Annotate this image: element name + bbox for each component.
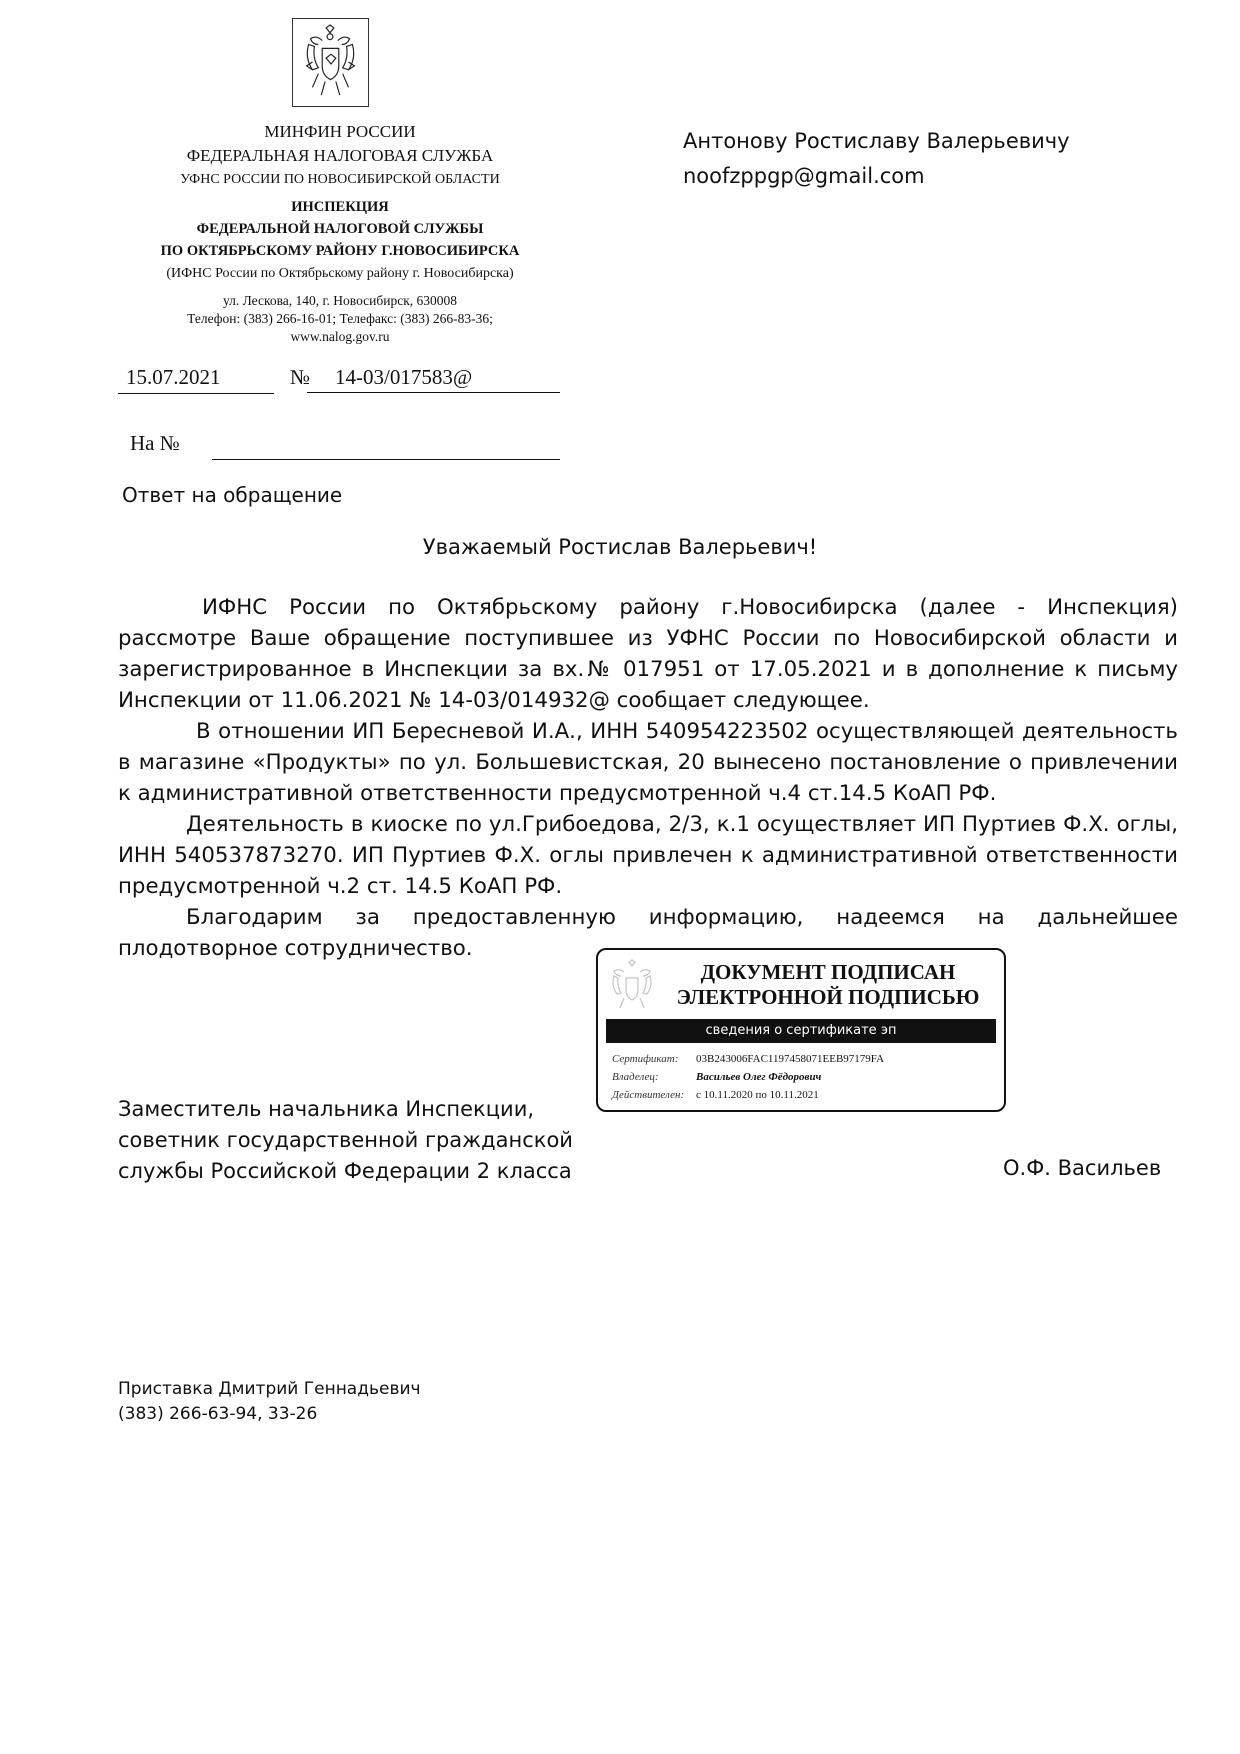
inspection-title-3: ПО ОКТЯБРЬСКОМУ РАЙОНУ Г.НОВОСИБИРСКА <box>160 243 520 259</box>
recipient-block <box>683 124 1070 194</box>
stamp-title-line-1: ДОКУМЕНТ ПОДПИСАН <box>700 960 956 984</box>
stamp-emblem-icon <box>606 958 658 1016</box>
inspection-short-name: (ИФНС России по Октябрьскому району г. Новосибирска) <box>166 266 514 281</box>
registration-date: 15.07.2021 <box>118 365 274 394</box>
stamp-certificate-label: Сертификат: <box>612 1053 679 1065</box>
inspection-title-1: ИНСПЕКЦИЯ <box>291 199 389 215</box>
greeting: Уважаемый Ростислав Валерьевич! <box>422 535 818 559</box>
stamp-certificate-value: 03B243006FAC1197458071EEB97179FA <box>696 1053 885 1065</box>
stamp-owner-row <box>612 1071 821 1083</box>
signatory-position <box>118 1094 573 1187</box>
stamp-certificate-bar: сведения о сертификате эп <box>606 1019 996 1043</box>
electronic-signature-stamp <box>596 948 1006 1112</box>
number-sign: № <box>290 365 311 389</box>
stamp-certificate-row <box>612 1053 884 1065</box>
registration-number: 14-03/017583@ <box>307 365 560 393</box>
body-paragraph-3: Деятельность в киоске по ул.Грибоедова, 2/3, к.1 осуществляет ИП Пуртиев Ф.Х. оглы, ИНН 540537873270. ИП Пуртиев Ф.Х. оглы привлечен к административной ответственности предусмотренной ч.2 ст. 14.5 КоАП РФ. <box>118 812 1178 899</box>
stamp-owner-label: Владелец: <box>612 1071 659 1083</box>
position-line-2: советник государственной гражданской <box>118 1128 573 1152</box>
position-line-3: службы Российской Федерации 2 класса <box>118 1159 572 1183</box>
recipient-email: noofzppgp@gmail.com <box>683 164 925 188</box>
stamp-validity-value: с 10.11.2020 по 10.11.2021 <box>696 1089 819 1101</box>
executor-block <box>118 1377 421 1427</box>
inspection-title-2: ФЕДЕРАЛЬНОЙ НАЛОГОВОЙ СЛУЖБЫ <box>196 221 484 237</box>
inspection-website: www.nalog.gov.ru <box>290 329 390 344</box>
recipient-name: Антонову Ростиславу Валерьевичу <box>683 129 1070 153</box>
subject-line: Ответ на обращение <box>122 483 343 507</box>
ministry-name: МИНФИН РОССИИ <box>264 122 416 141</box>
inspection-phone: Телефон: (383) 266-16-01; Телефакс: (383) 266-83-36; <box>187 311 493 326</box>
stamp-validity-label: Действителен: <box>612 1089 685 1101</box>
executor-name: Приставка Дмитрий Геннадьевич <box>118 1379 421 1399</box>
executor-phone: (383) 266-63-94, 33-26 <box>118 1404 318 1424</box>
signatory-name: О.Ф. Васильев <box>1003 1156 1162 1180</box>
service-name: ФЕДЕРАЛЬНАЯ НАЛОГОВАЯ СЛУЖБА <box>186 146 494 165</box>
body-paragraph-4: Благодарим за предоставленную информацию, надеемся на дальнейшее плодотворное сотрудничество. <box>118 905 1178 961</box>
letter-body <box>118 592 1178 964</box>
body-paragraph-2: В отношении ИП Бересневой И.А., ИНН 540954223502 осуществляющей деятельность в магазине «Продукты» по ул. Большевистская, 20 вынесено постановление о привлечении к административной ответственности предусмотренной ч.4 ст.14.5 КоАП РФ. <box>118 719 1178 806</box>
regional-office: УФНС РОССИИ ПО НОВОСИБИРСКОЙ ОБЛАСТИ <box>180 172 500 187</box>
stamp-title <box>658 960 998 1010</box>
inspection-address: ул. Лескова, 140, г. Новосибирск, 630008 <box>222 293 458 308</box>
coat-of-arms-icon <box>292 18 369 107</box>
stamp-validity-row <box>612 1089 819 1101</box>
body-paragraph-1: ИФНС России по Октябрьскому району г.Новосибирска (далее - Инспекция) рассмотре Ваше обращение поступившее из УФНС России по Новосибирской области и зарегистрированное в Инспекции за вх.№ 017951 от 17.05.2021 и в дополнение к письму Инспекции от 11.06.2021 № 14-03/014932@ сообщает следующее. <box>118 595 1178 713</box>
reply-to-label: На № <box>130 431 180 455</box>
stamp-owner-value: Васильев Олег Фёдорович <box>696 1071 822 1083</box>
position-line-1: Заместитель начальника Инспекции, <box>118 1097 535 1121</box>
reply-to-blank-line <box>212 458 560 460</box>
stamp-title-line-2: ЭЛЕКТРОННОЙ ПОДПИСЬЮ <box>676 985 980 1009</box>
